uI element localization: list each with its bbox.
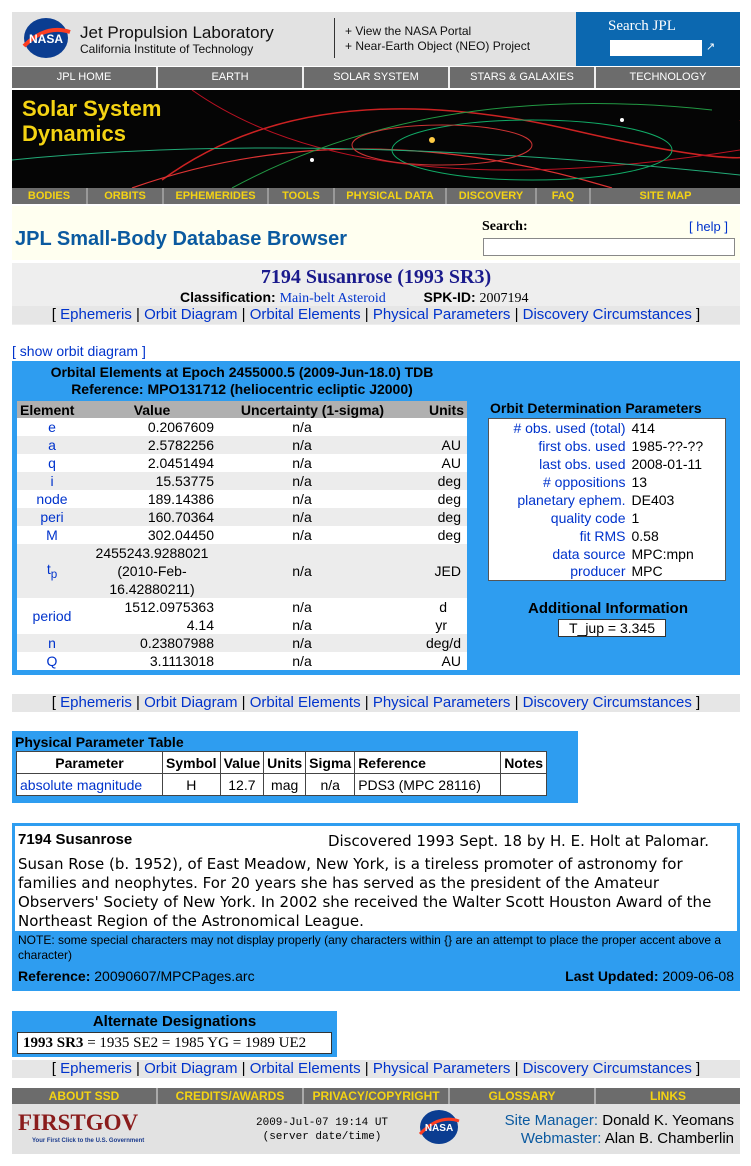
od-value: 414 <box>631 419 655 436</box>
element-uncertainty: n/a <box>217 454 387 472</box>
footer-nav <box>12 1088 740 1104</box>
element-unit <box>387 418 467 436</box>
alternate-designations-section <box>12 1011 337 1057</box>
server-date-value: 2009-Jul-07 19:14 UT <box>256 1117 389 1129</box>
element-uncertainty: n/a <box>217 634 387 652</box>
element-name[interactable]: node <box>17 490 87 508</box>
discovery-circumstances: Discovered 1993 Sept. 18 by H. E. Holt at Palomar. <box>327 832 709 850</box>
element-unit: deg <box>387 508 467 526</box>
orbital-elements-heading <box>12 364 472 398</box>
param-sigma: n/a <box>306 774 355 796</box>
od-value: MPC <box>631 563 663 580</box>
table-header-row <box>17 401 467 418</box>
element-value: 2.5782256 <box>87 436 217 454</box>
element-name[interactable]: n <box>17 634 87 652</box>
nav-faq[interactable]: FAQ <box>537 188 591 204</box>
site-footer <box>12 1104 740 1154</box>
od-value: 2008-01-11 <box>631 455 703 472</box>
period-years: 4.14 <box>186 617 214 633</box>
element-name[interactable]: q <box>17 454 87 472</box>
footer-glossary[interactable]: GLOSSARY <box>450 1088 596 1104</box>
element-unit: deg/d <box>387 634 467 652</box>
period-days: 1512.0975363 <box>124 599 214 615</box>
primary-designation: 1993 SR3 <box>23 1035 84 1051</box>
param-reference: PDS3 (MPC 28116) <box>355 774 501 796</box>
show-orbit-diagram-link[interactable]: [ show orbit diagram ] <box>12 343 146 359</box>
element-uncertainty: n/a <box>217 490 387 508</box>
site-contacts <box>505 1112 734 1148</box>
firstgov-wordmark: FIRSTGOV <box>18 1110 139 1135</box>
quicklink-orbital-elements[interactable]: Orbital Elements <box>249 1060 361 1077</box>
nasa-portal-link[interactable]: + View the NASA Portal <box>345 24 472 38</box>
element-name[interactable]: i <box>17 472 87 490</box>
jpl-org-name[interactable]: Jet Propulsion Laboratory <box>80 23 274 42</box>
col-parameter: Parameter <box>17 752 163 774</box>
footer-privacy-copyright[interactable]: PRIVACY/COPYRIGHT <box>304 1088 450 1104</box>
svg-text:NASA: NASA <box>424 1123 454 1134</box>
jpl-search-box <box>576 12 740 66</box>
table-row <box>489 473 726 491</box>
last-updated-label: Last Updated: <box>565 968 659 984</box>
element-name[interactable]: e <box>17 418 87 436</box>
param-name[interactable]: absolute magnitude <box>17 774 163 796</box>
webmaster-name: Alan B. Chamberlin <box>604 1130 734 1147</box>
firstgov-tagline: Your First Click to the U.S. Government <box>32 1138 145 1144</box>
site-manager-line <box>505 1112 734 1130</box>
element-uncertainty: n/a <box>217 418 387 436</box>
od-key[interactable]: producer <box>570 563 626 580</box>
epoch-heading: Orbital Elements at Epoch 2455000.5 (2009-Jun-18.0) TDB <box>50 364 434 380</box>
col-units: Units <box>387 401 467 418</box>
od-key[interactable]: last obs. used <box>539 455 626 472</box>
nav-orbits[interactable]: ORBITS <box>88 188 164 204</box>
nasa-logo-footer[interactable] <box>417 1108 461 1146</box>
element-unit: AU <box>387 652 467 670</box>
additional-info-title: Additional Information <box>528 600 688 617</box>
table-row <box>489 545 726 563</box>
element-value: 15.53775 <box>87 472 217 490</box>
nav-bodies[interactable]: BODIES <box>12 188 88 204</box>
nasa-logo[interactable] <box>20 16 72 60</box>
element-unit: deg <box>387 526 467 544</box>
object-name: 7194 Susanrose (1993 SR3) <box>260 266 492 288</box>
col-sigma: Sigma <box>306 752 355 774</box>
element-name[interactable] <box>17 544 87 598</box>
table-row <box>489 437 726 455</box>
table-row <box>489 455 726 473</box>
ssd-nav <box>12 188 740 204</box>
od-key[interactable]: # obs. used (total) <box>513 419 626 436</box>
quicklink-physical-parameters[interactable]: Physical Parameters <box>372 1060 511 1077</box>
physical-parameter-section <box>12 731 578 803</box>
table-row <box>17 436 467 454</box>
footer-about-ssd[interactable]: ABOUT SSD <box>12 1088 158 1104</box>
table-row <box>489 509 726 527</box>
classification-value[interactable]: Main-belt Asteroid <box>279 291 386 306</box>
site-manager-name: Donald K. Yeomans <box>602 1112 734 1129</box>
table-row <box>489 563 726 581</box>
orbital-elements-table <box>17 401 467 670</box>
jpl-search-label: Search JPL <box>608 18 676 34</box>
sbdb-search-input[interactable] <box>483 238 735 256</box>
neo-project-link[interactable]: + Near-Earth Object (NEO) Project <box>345 39 531 53</box>
banner-title-line1: Solar System <box>22 96 162 121</box>
quicklink-orbit-diagram[interactable]: Orbit Diagram <box>144 306 238 323</box>
element-uncertainty <box>217 598 387 634</box>
od-value: 1985-??-?? <box>631 437 704 454</box>
quicklink-orbit-diagram[interactable]: Orbit Diagram <box>144 694 238 711</box>
orbit-determination-table <box>488 418 726 581</box>
spk-id-label: SPK-ID: <box>423 289 476 305</box>
nav-technology[interactable]: TECHNOLOGY <box>629 71 707 83</box>
nav-jpl-home[interactable]: JPL HOME <box>12 67 158 88</box>
quick-links-bottom: [ Ephemeris | Orbit Diagram | Orbital Elements | Physical Parameters | Discovery Circumstances ] <box>12 1060 740 1078</box>
quicklink-orbital-elements[interactable]: Orbital Elements <box>249 694 361 711</box>
element-uncertainty: n/a <box>217 544 387 598</box>
nav-tools[interactable]: TOOLS <box>269 188 335 204</box>
table-row <box>17 454 467 472</box>
col-value: Value <box>220 752 264 774</box>
table-row <box>17 418 467 436</box>
quicklink-physical-parameters[interactable]: Physical Parameters <box>372 306 511 323</box>
server-date-note: (server date/time) <box>262 1131 382 1143</box>
firstgov-logo[interactable] <box>18 1110 143 1148</box>
table-row <box>489 419 726 437</box>
od-value: MPC:mpn <box>631 545 694 562</box>
nav-earth[interactable]: EARTH <box>158 67 304 88</box>
last-updated <box>565 968 734 984</box>
nav-solar-system[interactable]: SOLAR SYSTEM <box>304 67 450 88</box>
jpl-search-input[interactable] <box>610 40 702 56</box>
table-row <box>489 527 726 545</box>
nav-ephemerides[interactable]: EPHEMERIDES <box>164 188 269 204</box>
element-name[interactable]: Q <box>17 652 87 670</box>
table-row <box>489 491 726 509</box>
header-links <box>345 24 530 54</box>
quick-links-top: [ Ephemeris | Orbit Diagram | Orbital Elements | Physical Parameters | Discovery Circumstances ] <box>12 306 740 324</box>
classification-label: Classification: <box>180 289 276 305</box>
quicklink-orbital-elements[interactable]: Orbital Elements <box>249 306 361 323</box>
search-go-icon[interactable]: ↗ <box>706 41 716 53</box>
col-uncertainty: Uncertainty (1-sigma) <box>217 401 387 418</box>
tp-subscript: p <box>50 567 58 581</box>
sbdb-header <box>12 206 740 260</box>
tp-symbol: t <box>46 561 51 578</box>
alternate-designations-list <box>17 1032 332 1054</box>
element-name[interactable]: period <box>17 598 87 634</box>
table-row <box>17 508 467 526</box>
param-value: 12.7 <box>220 774 264 796</box>
period-unc-yr: n/a <box>292 617 312 633</box>
header-divider <box>334 18 335 58</box>
orbital-elements-section <box>12 361 740 675</box>
element-value: 302.04450 <box>87 526 217 544</box>
param-symbol: H <box>163 774 221 796</box>
physical-table-title: Physical Parameter Table <box>15 734 184 750</box>
discovery-section <box>12 823 740 991</box>
reference-label: Reference: <box>18 968 91 984</box>
element-unit <box>387 598 467 634</box>
col-reference: Reference <box>355 752 501 774</box>
element-value: 2.0451494 <box>87 454 217 472</box>
footer-links[interactable]: LINKS <box>650 1089 686 1103</box>
od-value: 13 <box>631 473 648 490</box>
quick-links-middle: [ Ephemeris | Orbit Diagram | Orbital Elements | Physical Parameters | Discovery Circumstances ] <box>12 694 740 712</box>
nav-discovery[interactable]: DISCOVERY <box>447 188 537 204</box>
od-key[interactable]: fit RMS <box>579 527 626 544</box>
jpl-org-subtitle: California Institute of Technology <box>80 42 254 56</box>
od-key[interactable]: data source <box>552 545 626 562</box>
discovery-object-name: 7194 Susanrose <box>18 831 133 848</box>
footer-credits-awards[interactable]: CREDITS/AWARDS <box>158 1088 304 1104</box>
table-row <box>17 774 547 796</box>
od-key[interactable]: quality code <box>550 509 626 526</box>
quicklink-discovery-circumstances[interactable]: Discovery Circumstances <box>522 1060 692 1077</box>
od-value: 0.58 <box>631 527 659 544</box>
element-uncertainty: n/a <box>217 508 387 526</box>
tjup-value: T_jup = 3.345 <box>558 619 666 637</box>
nav-site-map[interactable]: SITE MAP <box>639 190 692 202</box>
quicklink-ephemeris[interactable]: Ephemeris <box>60 306 132 323</box>
discovery-box <box>15 826 737 931</box>
element-name[interactable]: M <box>17 526 87 544</box>
element-value <box>87 598 217 634</box>
od-value: 1 <box>631 509 640 526</box>
top-nav <box>12 67 740 88</box>
table-row <box>17 598 467 634</box>
element-uncertainty: n/a <box>217 436 387 454</box>
classification-line <box>180 289 529 307</box>
last-updated-value: 2009-06-08 <box>662 968 734 984</box>
table-row <box>17 490 467 508</box>
webmaster-label[interactable]: Webmaster: <box>520 1130 602 1147</box>
server-date <box>256 1116 388 1144</box>
param-notes <box>501 774 547 796</box>
table-row <box>17 544 467 598</box>
element-unit: AU <box>387 454 467 472</box>
table-header-row <box>17 752 547 774</box>
special-characters-note: NOTE: some special characters may not display properly (any characters within {} are an attempt to place the proper accent above a character) <box>18 933 722 962</box>
table-row <box>17 634 467 652</box>
sbdb-title[interactable]: JPL Small-Body Database Browser <box>15 228 347 250</box>
banner-title-line2: Dynamics <box>22 121 126 146</box>
site-header <box>12 12 740 66</box>
od-value: DE403 <box>631 491 675 508</box>
nav-physical-data[interactable]: PHYSICAL DATA <box>335 188 447 204</box>
discovery-citation: Susan Rose (b. 1952), of East Meadow, New York, is a tireless promoter of astronomy for families and neophytes. For 20 years she has served as the president of the Amateur Observers' Society of New York. In 2002 she received the Walter Scott Houston Award of the Northeast Region of the Astronomical League. <box>18 855 712 930</box>
period-unit-d: d <box>439 599 447 615</box>
physical-parameter-table <box>16 751 547 796</box>
table-row <box>17 472 467 490</box>
quicklink-ephemeris[interactable]: Ephemeris <box>60 1060 132 1077</box>
param-units: mag <box>264 774 306 796</box>
element-value: 3.1113018 <box>87 652 217 670</box>
element-uncertainty: n/a <box>217 526 387 544</box>
od-key[interactable]: # oppositions <box>542 473 626 490</box>
element-uncertainty: n/a <box>217 652 387 670</box>
col-notes: Notes <box>501 752 547 774</box>
quicklink-discovery-circumstances[interactable]: Discovery Circumstances <box>522 306 692 323</box>
sbdb-search-label: Search: <box>482 219 528 234</box>
od-key[interactable]: first obs. used <box>538 437 626 454</box>
element-value: 0.23807988 <box>87 634 217 652</box>
svg-text:NASA: NASA <box>28 32 64 46</box>
od-key[interactable]: planetary ephem. <box>517 491 626 508</box>
spk-id-value: 2007194 <box>479 291 529 306</box>
site-manager-label: Site Manager: <box>504 1112 599 1129</box>
nav-stars-galaxies[interactable]: STARS & GALAXIES <box>450 67 596 88</box>
quicklink-orbit-diagram[interactable]: Orbit Diagram <box>144 1060 238 1077</box>
col-value: Value <box>87 401 217 418</box>
element-uncertainty: n/a <box>217 472 387 490</box>
element-unit: JED <box>387 544 467 598</box>
element-name[interactable]: peri <box>17 508 87 526</box>
table-row <box>17 526 467 544</box>
quicklink-discovery-circumstances[interactable]: Discovery Circumstances <box>522 694 692 711</box>
other-designations: = 1935 SE2 = 1985 YG = 1989 UE2 <box>83 1035 307 1051</box>
col-element: Element <box>17 401 87 418</box>
ssd-banner <box>12 90 740 188</box>
alternate-designations-title: Alternate Designations <box>92 1013 257 1030</box>
period-unit-yr: yr <box>435 617 447 633</box>
sbdb-help-link[interactable]: [ help ] <box>688 219 728 234</box>
element-unit: deg <box>387 490 467 508</box>
element-value: 0.2067609 <box>87 418 217 436</box>
webmaster-line <box>505 1130 734 1148</box>
period-unc-d: n/a <box>292 599 312 615</box>
quicklink-physical-parameters[interactable]: Physical Parameters <box>372 694 511 711</box>
element-value: 160.70364 <box>87 508 217 526</box>
table-row <box>17 652 467 670</box>
reference-value: 20090607/MPCPages.arc <box>94 968 255 984</box>
discovery-reference <box>18 968 255 984</box>
col-symbol: Symbol <box>163 752 221 774</box>
od-title: Orbit Determination Parameters <box>490 400 702 416</box>
col-units: Units <box>264 752 306 774</box>
banner-title <box>22 96 161 146</box>
element-unit: deg <box>387 472 467 490</box>
element-value: 189.14386 <box>87 490 217 508</box>
element-unit: AU <box>387 436 467 454</box>
element-value: 2455243.9288021 (2010-Feb-16.42880211) <box>87 544 217 598</box>
quicklink-ephemeris[interactable]: Ephemeris <box>60 694 132 711</box>
reference-heading: Reference: MPO131712 (heliocentric ecliptic J2000) <box>71 381 413 397</box>
element-name[interactable]: a <box>17 436 87 454</box>
